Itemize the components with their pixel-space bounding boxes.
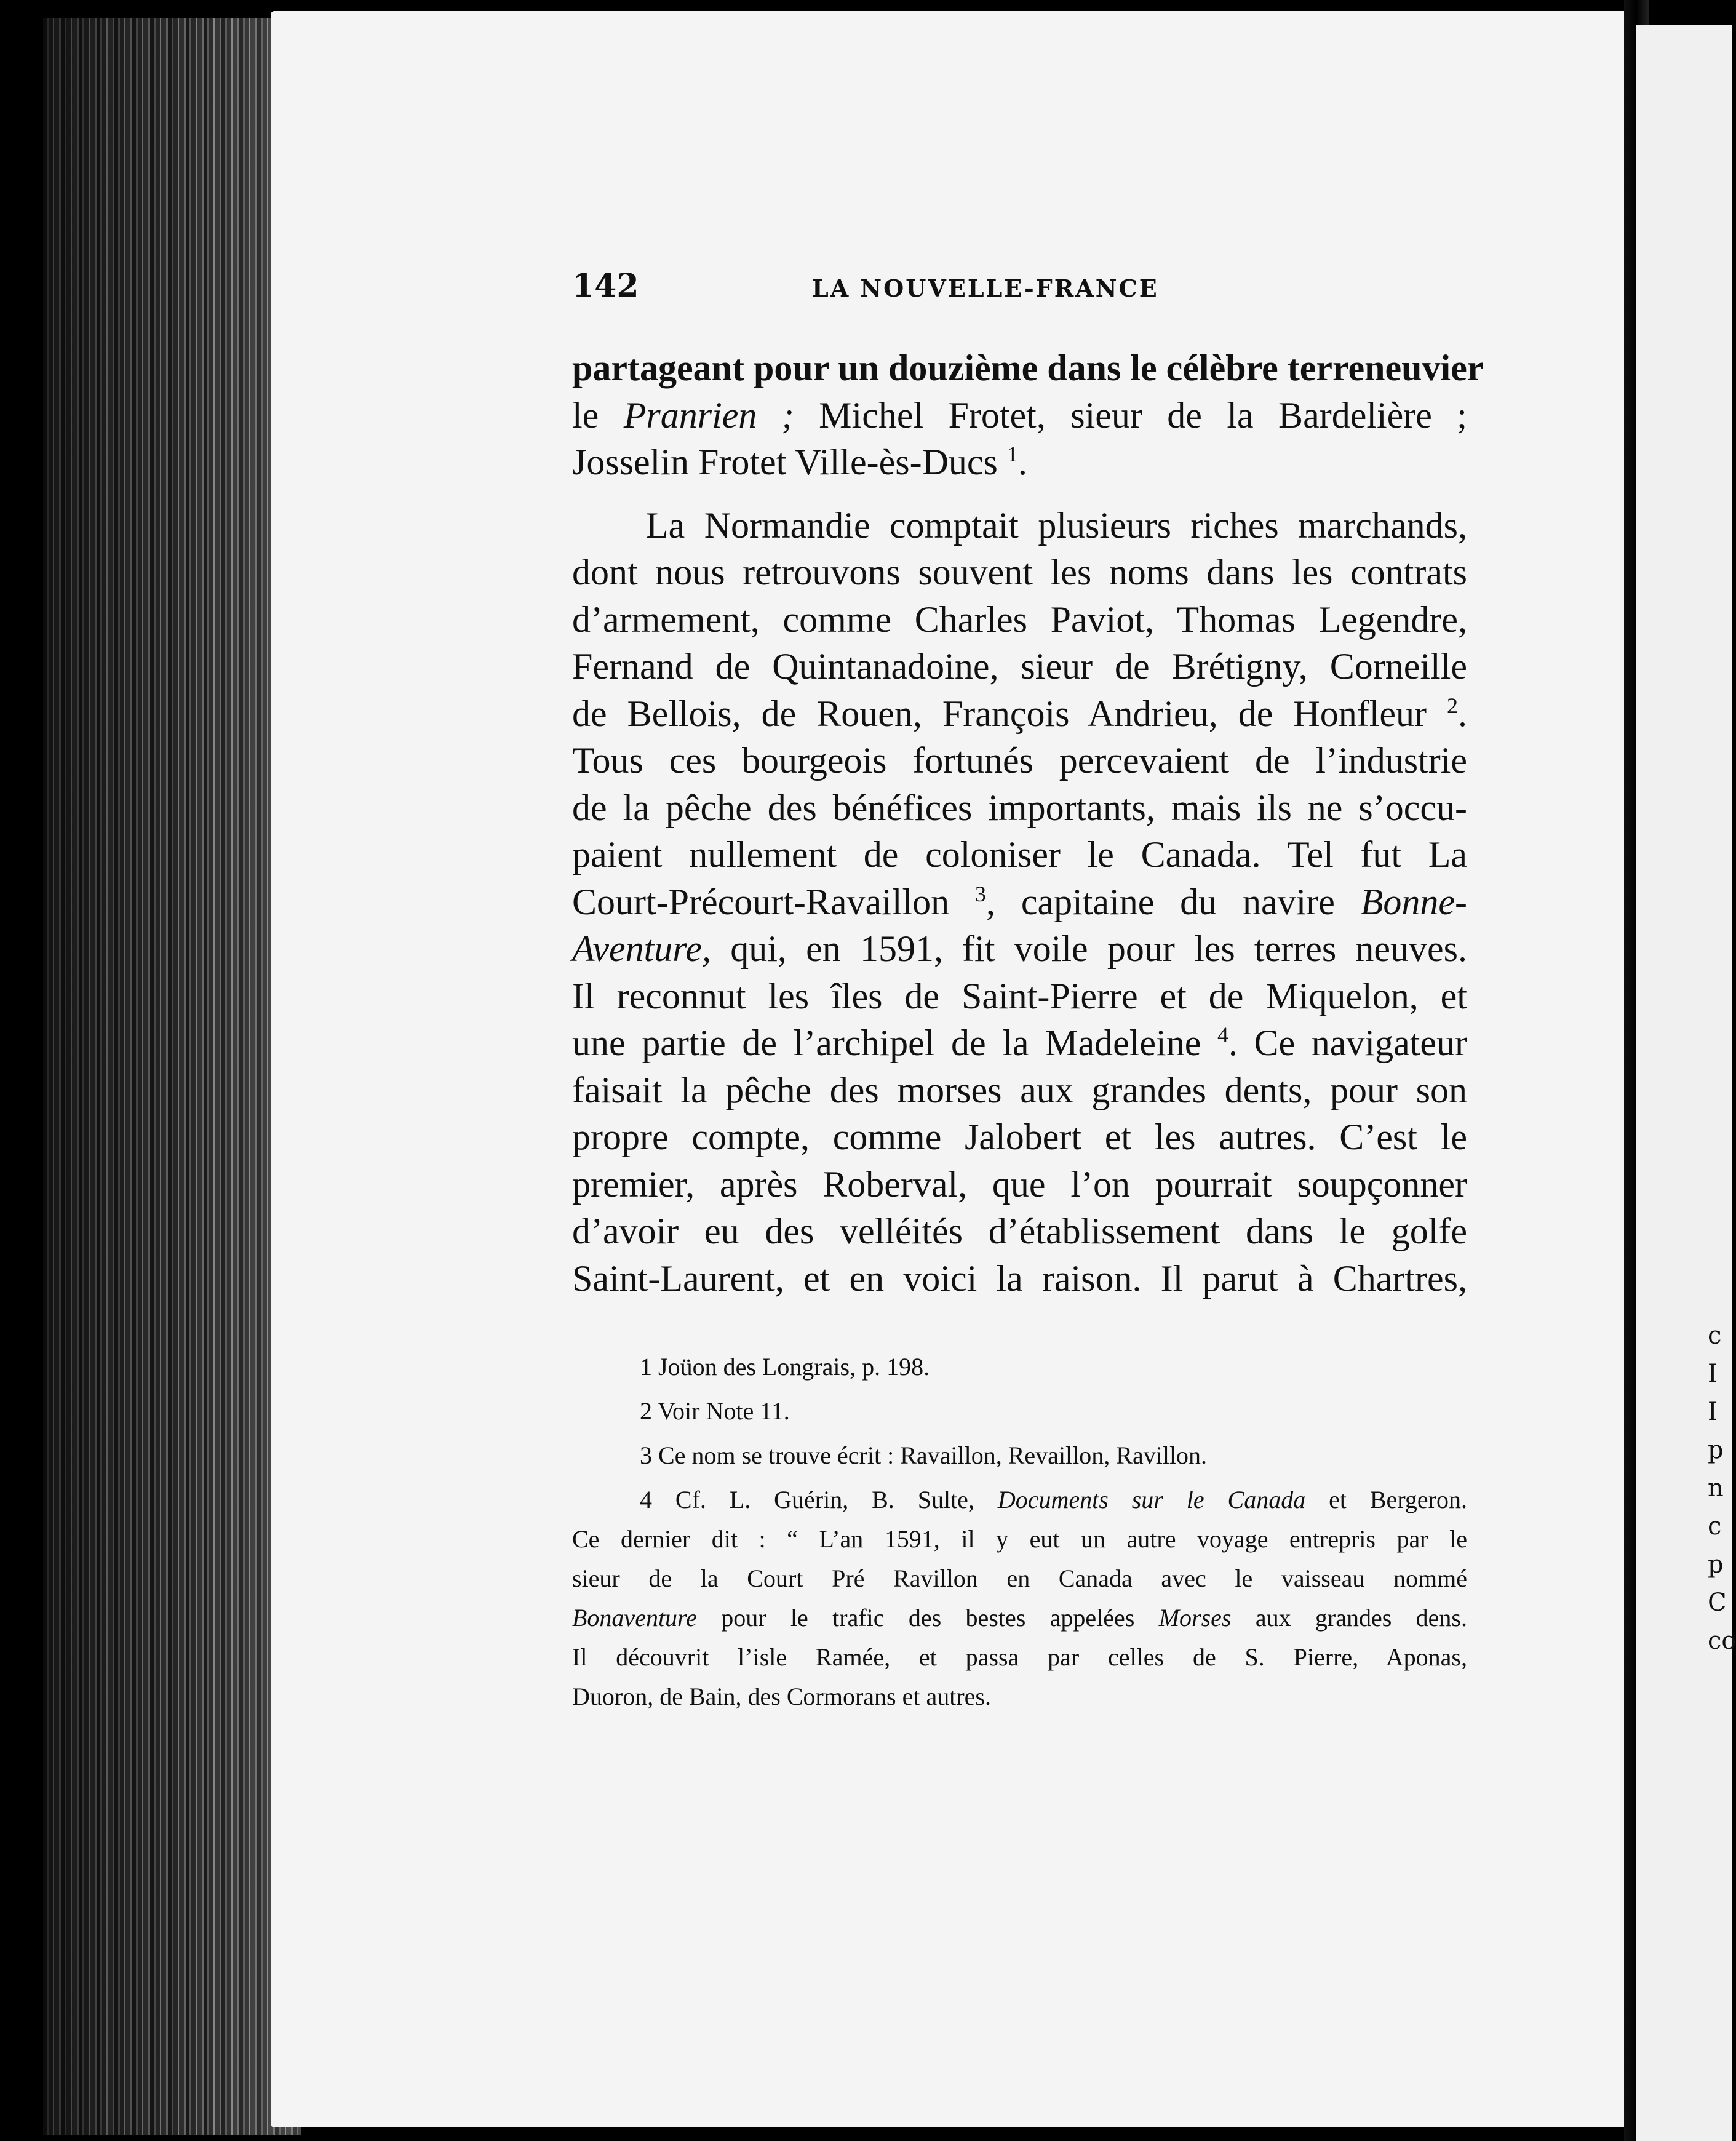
text-line — [572, 392, 1467, 439]
footnote-1: 1 Joüon des Longrais, p. 198. — [640, 1353, 930, 1381]
ship-name: Aventure, — [572, 928, 712, 969]
fragment: co — [1708, 1627, 1736, 1655]
footnote-ref: 1 — [1006, 442, 1018, 466]
body-text — [572, 345, 1484, 1302]
footnote-3: 3 Ce nom se trouve écrit : Ravaillon, Revaillon, Ravillon. — [640, 1441, 1208, 1469]
text-line: Tous ces bourgeois fortunés percevaient de l’industrie — [572, 740, 1467, 781]
running-title: LA NOUVELLE-FRANCE — [812, 274, 1159, 302]
ship-name: Pranrien ; — [623, 394, 794, 436]
footnotes — [572, 1347, 1467, 1716]
footnote-ref: 4 — [1217, 1023, 1228, 1047]
text-run: . — [1458, 693, 1467, 734]
text-line: faisait la pêche des morses aux grandes dents, pour son — [572, 1069, 1467, 1110]
footnote-4-line: Ce dernier dit : “ L’an 1591, il y eut un autre voyage entrepris par le — [572, 1525, 1467, 1553]
text-run: . — [1017, 442, 1027, 482]
fragment: I — [1708, 1360, 1718, 1388]
adjacent-page-sliver — [1636, 25, 1736, 2141]
fragment: c — [1708, 1322, 1722, 1350]
text-run: . Ce navigateur — [1228, 1023, 1467, 1063]
fragment: p — [1708, 1550, 1724, 1579]
text-line: premier, après Roberval, que l’on pourrait soupçonner — [572, 1163, 1467, 1205]
text-run: aux grandes dens. — [1231, 1604, 1467, 1632]
page-edges-shadow — [43, 18, 301, 2135]
text-line — [572, 879, 1467, 926]
footnote-ref: 2 — [1447, 693, 1458, 718]
text-line: Saint-Laurent, et en voici la raison. Il parut à Chartres, — [572, 1258, 1467, 1299]
text-run: Michel Frotet, sieur de la Bardelière ; — [794, 394, 1467, 436]
fragment: p — [1708, 1436, 1724, 1464]
text-run: qui, en 1591, fit voile pour les terres neuves. — [711, 928, 1467, 969]
text-line — [572, 690, 1467, 738]
fragment: C — [1708, 1589, 1727, 1617]
text-run: pour le trafic des bestes appelées — [696, 1604, 1159, 1632]
text-line: partageant pour un douzième dans le célèbre terreneuvier — [572, 348, 1484, 388]
text-line: paient nullement de coloniser le Canada. Tel fut La — [572, 834, 1467, 875]
fragment: n — [1708, 1474, 1724, 1502]
text-run: le — [572, 394, 624, 436]
text-line: de la pêche des bénéfices importants, mais ils ne s’occu- — [572, 787, 1467, 828]
text-line: Fernand de Quintanadoine, sieur de Brétigny, Corneille — [572, 646, 1467, 687]
footnote-ref: 3 — [975, 881, 987, 906]
text-line — [572, 925, 1467, 973]
text-run: de Bellois, de Rouen, François Andrieu, de Honfleur — [572, 693, 1447, 734]
animal-name: Morses — [1158, 1604, 1232, 1632]
text-line: dont nous retrouvons souvent les noms dans les contrats — [572, 552, 1467, 592]
footnote-2: 2 Voir Note 11. — [640, 1397, 790, 1425]
page-number: 142 — [572, 267, 639, 305]
book-title: Documents sur le Canada — [997, 1486, 1306, 1513]
text-run: 4 Cf. L. Guérin, B. Sulte, — [640, 1486, 998, 1513]
text-run: , capitaine du navire — [986, 881, 1361, 922]
text-line: La Normandie comptait plusieurs riches marchands, — [646, 504, 1467, 546]
footnote-4-line — [572, 1598, 1467, 1638]
text-run: Josselin Frotet Ville-ès-Ducs — [572, 442, 1007, 482]
fragment: I — [1708, 1398, 1718, 1426]
footnote-4-line: Il découvrit l’isle Ramée, et passa par celles de S. Pierre, Aponas, — [572, 1643, 1467, 1671]
text-run: Court-Précourt-Ravaillon — [572, 881, 976, 922]
adjacent-page-text-fragments — [1708, 1317, 1736, 1660]
text-run: une partie de l’archipel de la Madeleine — [572, 1023, 1217, 1063]
text-line — [572, 439, 1467, 486]
footnote-4-line: sieur de la Court Pré Ravillon en Canada avec le vaisseau nommé — [572, 1565, 1467, 1592]
text-line — [572, 1019, 1467, 1067]
ship-name: Bonaventure — [572, 1604, 697, 1632]
footnote-4-line — [572, 1480, 1467, 1520]
text-run: et Bergeron. — [1305, 1486, 1467, 1513]
text-line: Il reconnut les îles de Saint-Pierre et de Miquelon, et — [572, 975, 1467, 1016]
ship-name: Bonne- — [1360, 881, 1468, 922]
text-line: propre compte, comme Jalobert et les autres. C’est le — [572, 1117, 1467, 1157]
text-line: d’avoir eu des velléités d’établissement dans le golfe — [572, 1211, 1467, 1251]
fragment: c — [1708, 1512, 1722, 1541]
footnote-4-line: Duoron, de Bain, des Cormorans et autres. — [572, 1683, 991, 1710]
text-line: d’armement, comme Charles Paviot, Thomas Legendre, — [572, 599, 1467, 640]
